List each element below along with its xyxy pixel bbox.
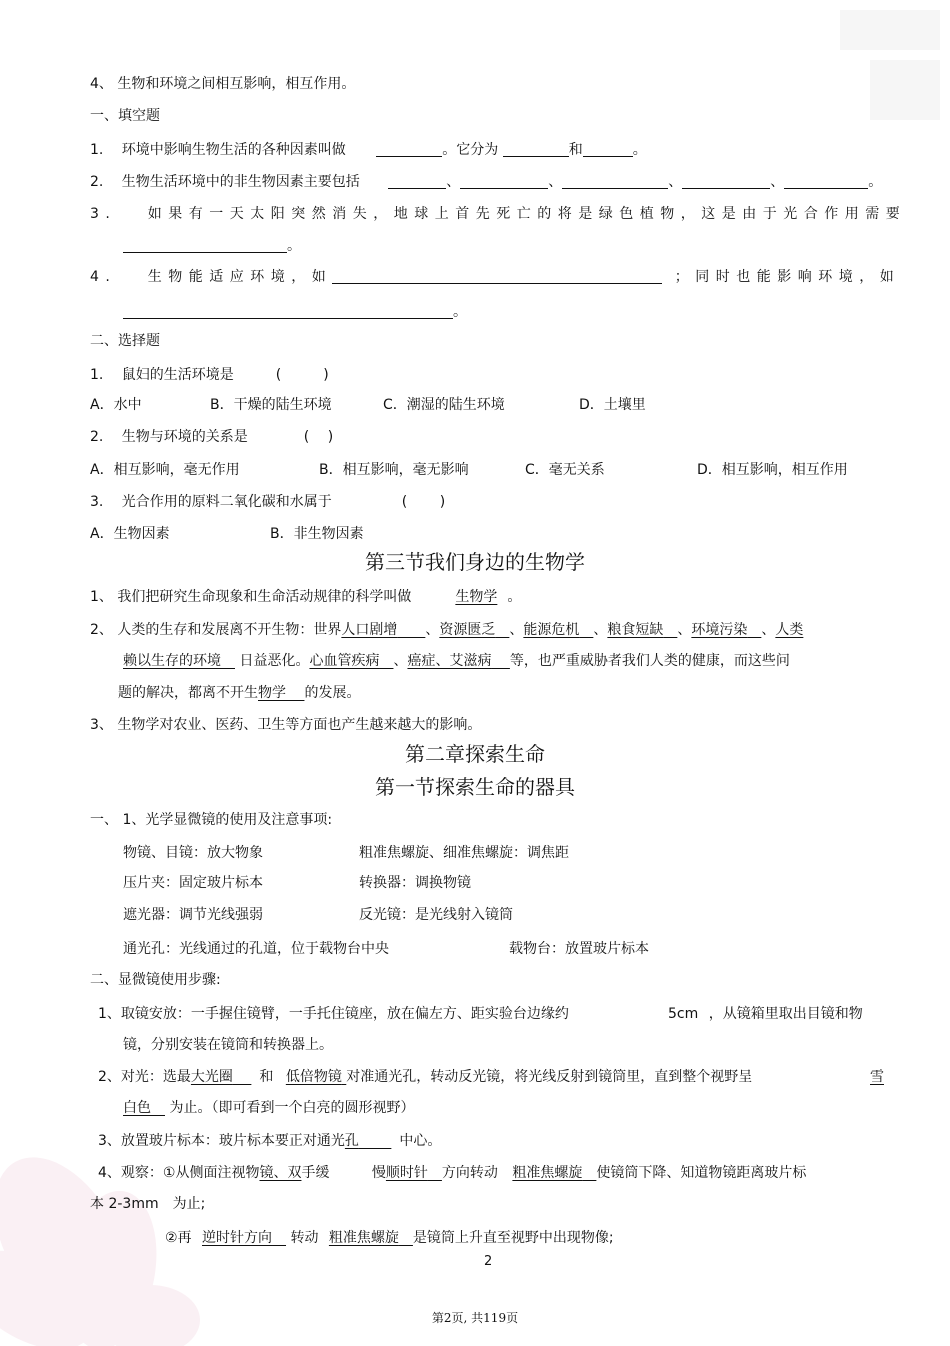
- step-text: 为止。（即可看到一个白亮的圆形视野）: [169, 1100, 415, 1116]
- section-title: 第三节我们身边的生物学: [365, 550, 585, 574]
- step-text: 和: [259, 1069, 274, 1085]
- corner-watermark: [720, 0, 950, 140]
- part-focus: 粗准焦螺旋、细准焦螺旋：调焦距: [359, 845, 569, 861]
- step-2-line-2: [123, 1099, 414, 1117]
- option-d: D．土壤里: [579, 397, 646, 413]
- step-text: 对准通光孔，转动反光镜，将光线反射到镜筒里，直到整个视野呈: [346, 1069, 753, 1085]
- part-mirror: 反光镜：是光线射入镜筒: [359, 907, 513, 923]
- step-4: [98, 1164, 806, 1182]
- p2-text: 2、 人类的生存和发展离不开生物：世界: [90, 622, 342, 638]
- step-text: 5cm: [668, 1006, 699, 1022]
- step-4-line-2: 本 2-3mm 为止;: [90, 1196, 206, 1212]
- steps-heading: 二、显微镜使用步骤:: [90, 972, 221, 988]
- choice-question-3: 3. 光合作用的原料二氧化碳和水属于 ( ): [90, 494, 446, 510]
- q1-text2: 。它分为: [442, 142, 499, 158]
- part-objective: 物镜、目镜：放大物象: [123, 845, 263, 861]
- step-text: 慢: [371, 1165, 386, 1181]
- option-a: A．水中: [90, 397, 142, 413]
- step-text: 使镜筒下降、知道物镜距离玻片标: [596, 1165, 807, 1181]
- q4-text2: ；同时也能影响环境，如: [674, 269, 901, 285]
- blank: [332, 269, 662, 284]
- text-line: 4、 生物和环境之间相互影响，相互作用。: [90, 76, 356, 92]
- step-answer: 顺时针: [385, 1165, 428, 1181]
- option-c: C．潮湿的陆生环境: [383, 397, 505, 413]
- q1-text: 1. 环境中影响生物生活的各种因素叫做: [90, 142, 346, 158]
- step-text: 3、放置玻片标本：玻片标本要正对通光: [98, 1133, 345, 1149]
- question-3: [90, 205, 906, 223]
- step-answer: 大光圈: [190, 1069, 233, 1085]
- step-text: 是镜筒上升直至视野中出现物像;: [412, 1230, 614, 1246]
- paragraph-2-line-3: [118, 684, 360, 702]
- blank: [583, 142, 633, 157]
- step-1-distance: [668, 1005, 863, 1023]
- blank: [388, 174, 446, 189]
- p2-text: 的发展。: [304, 685, 361, 701]
- sep: 、: [393, 653, 408, 669]
- step-answer: 白色: [123, 1100, 151, 1116]
- choice-question-2: 2. 生物与环境的关系是 ( ): [90, 429, 334, 445]
- blank: [503, 142, 569, 157]
- part-clip: 压片夹：固定玻片标本: [123, 875, 263, 891]
- step-text: ②再: [165, 1230, 192, 1246]
- section-heading: 二、选择题: [90, 333, 160, 349]
- option-b: B．非生物因素: [270, 526, 364, 542]
- p1-text: 1、 我们把研究生命现象和生命活动规律的科学叫做: [90, 589, 412, 605]
- p2-answer: 癌症、艾滋病: [407, 653, 492, 669]
- step-answer: 低倍物镜: [285, 1069, 342, 1085]
- page-footer: 第2页, 共119页: [431, 1311, 519, 1325]
- p2-text: 等，也严重威胁者我们人类的健康，而这些问: [509, 653, 790, 669]
- section-title: 第一节探索生命的器具: [375, 775, 575, 799]
- p2-answer: 赖以生存的环境: [123, 653, 221, 669]
- step-1-line-2: 镜，分别安装在镜筒和转换器上。: [123, 1037, 333, 1053]
- sep: 、: [509, 622, 524, 638]
- p2-answer: 人类: [775, 622, 804, 638]
- p2-answer: 粮食短缺: [607, 622, 664, 638]
- step-answer: 孔: [344, 1133, 359, 1149]
- p1-end: 。: [507, 589, 522, 605]
- q2-text: 2. 生物生活环境中的非生物因素主要包括: [90, 174, 360, 190]
- chapter-title: 第二章探索生命: [405, 742, 545, 766]
- question-3-answer: 。: [123, 237, 301, 255]
- step-answer: 雪: [870, 1069, 884, 1085]
- option-d: D．相互影响，相互作用: [697, 462, 848, 478]
- p2-answer: 人口剧增: [341, 622, 398, 638]
- blank: [562, 174, 668, 189]
- part-aperture: 通光孔：光线通过的孔道，位于载物台中央: [123, 941, 389, 957]
- step-text: 转动: [290, 1230, 319, 1246]
- option-a: A．生物因素: [90, 526, 170, 542]
- p2-text: 日益恶化。: [239, 653, 310, 669]
- option-b: B．干燥的陆生环境: [210, 397, 332, 413]
- q3-text: 3. 如果有一天太阳突然消失，地球上首先死亡的将是绿色植物，这是由于光合作用需要: [90, 206, 907, 222]
- paragraph-1: [90, 588, 521, 606]
- step-text: 方向转动: [441, 1165, 498, 1181]
- step-answer: 粗准焦螺旋: [512, 1165, 583, 1181]
- question-1: [90, 141, 647, 159]
- p2-text: 题的解决，都离不开生: [118, 685, 258, 701]
- step-text: 1、取镜安放：一手握住镜臂，一手托住镜座，放在偏左方、距实验台边缘约: [98, 1006, 569, 1022]
- step-text: 2、对光：选最: [98, 1069, 191, 1085]
- blank: [784, 174, 868, 189]
- sep: 、: [425, 622, 440, 638]
- blank: [682, 174, 770, 189]
- section-heading: 一、填空题: [90, 108, 160, 124]
- blank: [123, 304, 453, 319]
- step-text: 4、观察：①从侧面注视物: [98, 1165, 260, 1181]
- p2-answer: 资源匮乏: [439, 622, 496, 638]
- sep: 、: [677, 622, 692, 638]
- q1-text3: 和: [568, 142, 583, 158]
- paragraph-2-line-2: [123, 652, 790, 670]
- step-4-line-3: [165, 1229, 614, 1247]
- question-4-answer: 。: [123, 303, 467, 321]
- q1-text4: 。: [632, 142, 647, 158]
- sep: 、: [761, 622, 776, 638]
- part-converter: 转换器：调换物镜: [359, 875, 471, 891]
- step-1: [98, 1005, 569, 1023]
- step-text: 中心。: [399, 1133, 442, 1149]
- p1-answer: 生物学: [455, 589, 498, 605]
- blank: [376, 142, 442, 157]
- microscope-heading: 一、 1、光学显微镜的使用及注意事项:: [90, 812, 333, 828]
- p2-answer: 能源危机: [523, 622, 580, 638]
- page-number: 2: [484, 1254, 493, 1269]
- p2-answer: 物学: [258, 685, 286, 701]
- step-text: ，从镜箱里取出目镜和物: [708, 1006, 863, 1022]
- blank: [460, 174, 548, 189]
- q4-text: 4. 生物能适应环境，如: [90, 269, 333, 285]
- part-stage: 载物台：放置玻片标本: [509, 941, 649, 957]
- p2-answer: 心血管疾病: [309, 653, 380, 669]
- choice-question-1: 1. 鼠妇的生活环境是 ( ): [90, 367, 329, 383]
- step-2: [98, 1068, 752, 1086]
- step-2-answer-end: [870, 1068, 884, 1086]
- paragraph-3: 3、 生物学对农业、医药、卫生等方面也产生越来越大的影响。: [90, 717, 482, 733]
- step-text: 手缓: [301, 1165, 330, 1181]
- step-answer: 粗准焦螺旋: [328, 1230, 399, 1246]
- sep: 、: [593, 622, 608, 638]
- part-diaphragm: 遮光器：调节光线强弱: [123, 907, 263, 923]
- option-c: C．毫无关系: [525, 462, 605, 478]
- blank: [123, 238, 287, 253]
- question-4: [90, 268, 900, 286]
- option-b: B．相互影响，毫无影响: [319, 462, 469, 478]
- option-a: A．相互影响，毫无作用: [90, 462, 240, 478]
- question-2: 2. 生物生活环境中的非生物因素主要包括 、 、 、 、 。: [90, 174, 883, 190]
- step-3: [98, 1132, 441, 1150]
- p2-answer: 环境污染: [691, 622, 748, 638]
- paragraph-2: [90, 621, 803, 639]
- step-answer: 逆时针方向: [202, 1230, 273, 1246]
- step-answer: 镜、双: [259, 1165, 302, 1181]
